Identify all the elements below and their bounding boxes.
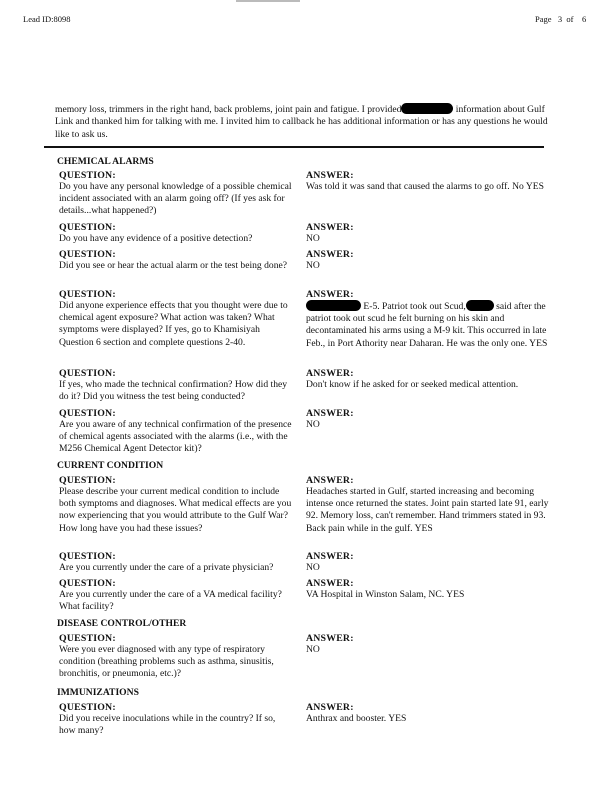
question-text: Do you have any personal knowledge of a possible chemical incident associated with an alarm going off? (If yes ask for details...what happened?) <box>59 181 292 217</box>
question-text: Do you have any evidence of a positive detection? <box>59 233 253 244</box>
scan-artifact <box>236 0 300 2</box>
question-text: Were you ever diagnosed with any type of respiratory condition (breathing problems such as asthma, sinusitis, bronchitis, or pneumonia, etc.)? <box>59 644 274 680</box>
answer-text: Don't know if he asked for or seeked medical attention. <box>306 379 519 390</box>
answer-text: Headaches started in Gulf, started increasing and becoming intense once returned the states. Joint pain started late 91, early 92. Memory loss, can't remember. Hand trimmers stated in 93. Back pain while in the gulf. YES <box>306 486 549 534</box>
answer-text-part: said after the patriot took out scud he felt burning on his skin and decontaminated his arms using a M-9 kit. This occurred in late Feb., in Port Athority near Daharan. He was the only one. YES <box>306 301 548 349</box>
question-block <box>59 551 294 574</box>
answer-text: VA Hospital in Winston Salam, NC. YES <box>306 589 465 600</box>
answer-text-part: E-5. Patriot took out Scud, <box>363 301 466 312</box>
question-text: Did you see or hear the actual alarm or the test being done? <box>59 260 288 271</box>
answer-label: ANSWER: <box>306 551 354 562</box>
answer-label: ANSWER: <box>306 368 354 379</box>
question-block <box>59 170 294 218</box>
answer-block <box>306 368 556 391</box>
answer-block <box>306 702 556 725</box>
answer-label: ANSWER: <box>306 633 354 644</box>
question-label: QUESTION: <box>59 578 116 589</box>
answer-block <box>306 578 556 601</box>
answer-text <box>306 300 551 350</box>
redaction-block <box>306 300 361 311</box>
answer-block <box>306 551 556 574</box>
question-label: QUESTION: <box>59 368 116 379</box>
question-text: Are you aware of any technical confirmation of the presence of chemical agents associated with the alarms (i.e., with the M256 Chemical Agent Detector kit)? <box>59 419 292 455</box>
question-label: QUESTION: <box>59 249 116 260</box>
question-label: QUESTION: <box>59 551 116 562</box>
question-label: QUESTION: <box>59 289 116 300</box>
answer-text: NO <box>306 562 320 573</box>
question-block <box>59 475 294 535</box>
answer-label: ANSWER: <box>306 289 354 300</box>
question-block <box>59 633 294 681</box>
answer-text: Anthrax and booster. YES <box>306 713 407 724</box>
question-block <box>59 249 294 272</box>
section-title: IMMUNIZATIONS <box>57 687 139 698</box>
page-number: Page 3 of 6 <box>535 14 587 24</box>
question-block <box>59 222 294 245</box>
answer-block <box>306 289 556 350</box>
section-title: DISEASE CONTROL/OTHER <box>57 618 187 629</box>
question-label: QUESTION: <box>59 408 116 419</box>
redaction-block <box>401 103 453 114</box>
question-block <box>59 702 294 737</box>
question-label: QUESTION: <box>59 170 116 181</box>
answer-text: Was told it was sand that caused the alarms to go off. No YES <box>306 181 544 192</box>
question-text: Are you currently under the care of a private physician? <box>59 562 274 573</box>
question-text: If yes, who made the technical confirmation? How did they do it? Did you witness the test being conducted? <box>59 379 288 403</box>
question-block <box>59 289 294 349</box>
answer-block <box>306 222 556 245</box>
answer-block <box>306 475 556 535</box>
answer-text: NO <box>306 644 320 655</box>
answer-block <box>306 170 556 193</box>
divider-rule <box>44 146 544 148</box>
intro-text-2: information about Gulf Link and thanked him for talking with me. I invited him to callback he has additional information or has any questions he would like to ask us. <box>55 104 548 140</box>
question-label: QUESTION: <box>59 702 116 713</box>
redaction-block <box>466 300 494 311</box>
question-label: QUESTION: <box>59 633 116 644</box>
answer-block <box>306 633 556 656</box>
answer-label: ANSWER: <box>306 249 354 260</box>
question-block <box>59 408 294 456</box>
answer-text: NO <box>306 233 320 244</box>
intro-text-1: memory loss, trimmers in the right hand, back problems, joint pain and fatigue. I provided <box>55 104 402 115</box>
question-text: Are you currently under the care of a VA medical facility? What facility? <box>59 589 282 613</box>
answer-block <box>306 408 556 431</box>
intro-paragraph <box>55 103 555 141</box>
question-label: QUESTION: <box>59 475 116 486</box>
answer-label: ANSWER: <box>306 475 354 486</box>
question-text: Did you receive inoculations while in the country? If so, how many? <box>59 713 276 737</box>
question-label: QUESTION: <box>59 222 116 233</box>
answer-text: NO <box>306 260 320 271</box>
question-block <box>59 368 294 403</box>
question-block <box>59 578 294 613</box>
question-text: Did anyone experience effects that you thought were due to chemical agent exposure? What action was taken? What symptoms were displayed? If yes, go to Khamisiyah Question 6 section and complete questions 2-40. <box>59 300 288 348</box>
answer-label: ANSWER: <box>306 170 354 181</box>
lead-id: Lead ID:8098 <box>23 14 71 24</box>
answer-label: ANSWER: <box>306 222 354 233</box>
answer-text: NO <box>306 419 320 430</box>
answer-label: ANSWER: <box>306 578 354 589</box>
answer-label: ANSWER: <box>306 408 354 419</box>
question-text: Please describe your current medical condition to include both symptoms and diagnoses. What medical effects are you now experiencing that you would attribute to the Gulf War? How long have you had these issues? <box>59 486 292 534</box>
section-title: CHEMICAL ALARMS <box>57 156 154 167</box>
answer-block <box>306 249 556 272</box>
section-title: CURRENT CONDITION <box>57 460 164 471</box>
answer-label: ANSWER: <box>306 702 354 713</box>
